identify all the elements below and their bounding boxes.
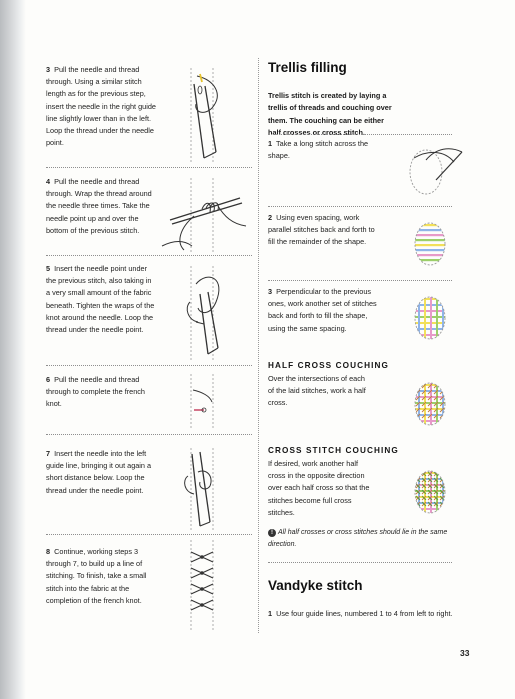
step-number: 1 [268,609,273,618]
step-number: 6 [46,375,51,384]
left-step-3 [46,64,156,149]
illustration-step-7 [160,446,250,532]
page-number: 33 [460,648,470,658]
illustration-step-8 [160,538,250,634]
note-text: All half crosses or cross stitches should lie in the same direction. [268,529,448,548]
step-text: Perpendicular to the previous ones, work another set of stitches back and forth to fill the shape, using the same spacing. [268,287,377,333]
trellis-intro: Trellis stitch is created by laying a trellis of threads and couching over them. The couching can be either half crosses or cross stitch. [268,91,392,138]
half-cross-text: Over the intersections of each of the laid stitches, work a half cross. [268,374,366,408]
right-divider [268,206,452,207]
left-step-4 [46,176,156,237]
vandyke-title: Vandyke stitch [268,578,363,593]
column-separator [258,58,259,633]
vandyke-step-1 [268,608,453,620]
left-divider [46,365,252,366]
half-cross-heading: HALF CROSS COUCHING [268,361,389,370]
trellis-step-1 [268,138,378,162]
trellis-step-2 [268,212,378,249]
step-text: Take a long stitch across the shape. [268,139,369,161]
step-text: Continue, working steps 3 through 7, to build up a line of stitching. To finish, take a small stitch into the fabric at the completion of the french knot. [46,547,147,605]
step-number: 3 [46,65,51,74]
step-text: Pull the needle and thread through. Wrap the thread around the needle three times. Take the needle point up and over the bottom of the previous stitch. [46,177,152,235]
illustration-half-cross [406,374,456,434]
right-divider [268,562,452,563]
step-text: Pull the needle and thread through to complete the french knot. [46,375,145,409]
cross-stitch-text: If desired, work another half cross in the opposite direction over each half cross so that the stitches become full cross stitches. [268,459,370,517]
step-number: 4 [46,177,51,186]
left-step-6 [46,374,156,411]
cross-stitch-heading: CROSS STITCH COUCHING [268,446,399,455]
step-number: 2 [268,213,273,222]
illustration-trellis-step-1 [396,140,468,200]
step-number: 1 [268,139,273,148]
step-text: Insert the needle into the left guide line, bringing it out again a short distance below. Loop the thread under the needle point. [46,449,152,495]
illustration-step-5 [160,264,250,362]
page-spine-shadow [0,0,26,699]
illustration-step-3 [160,66,250,164]
right-divider [268,280,452,281]
step-text: Pull the needle and thread through. Using a similar stitch length as for the previous step, insert the needle in the right guide line slightly lower than in the left. Loop the thread under the needle point. [46,65,156,148]
trellis-note [268,527,453,551]
step-number: 7 [46,449,51,458]
illustration-trellis-step-3 [406,288,456,348]
left-divider [46,167,252,168]
illustration-step-4 [160,176,250,256]
trellis-step-3 [268,286,378,335]
right-divider [268,134,452,135]
illustration-trellis-step-2 [406,214,456,274]
step-text: Use four guide lines, numbered 1 to 4 from left to right. [276,609,453,618]
illustration-step-6 [160,372,250,432]
left-step-7 [46,448,156,497]
step-number: 8 [46,547,51,556]
left-step-8 [46,546,156,607]
step-number: 3 [268,287,273,296]
illustration-cross-stitch [406,462,456,522]
step-text: Using even spacing, work parallel stitches back and forth to fill the remainder of the shape. [268,213,375,247]
left-step-5 [46,263,156,336]
step-text: Insert the needle point under the previous stitch, also taking in a very small amount of the fabric beneath. Tighten the wraps of the knot around the needle. Loop the thread under the needle point. [46,264,155,335]
trellis-title: Trellis filling [268,60,347,75]
step-number: 5 [46,264,51,273]
left-divider [46,534,252,535]
info-bullet-icon: ! [268,529,276,537]
left-divider [46,434,252,435]
